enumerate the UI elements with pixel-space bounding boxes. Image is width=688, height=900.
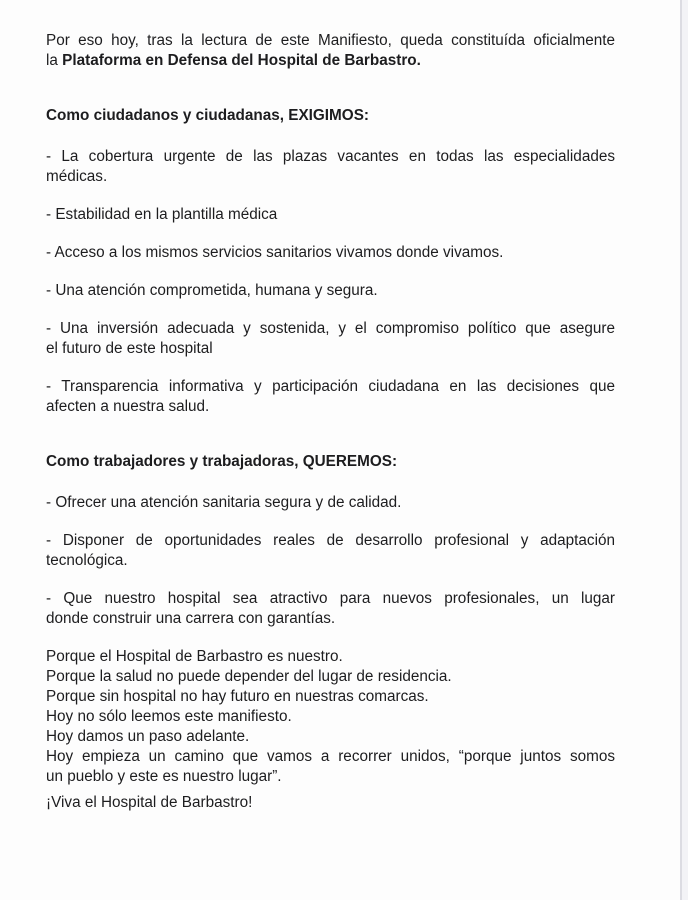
demand-item: [46, 589, 615, 629]
text-line: Por eso hoy, tras la lectura de este Manifiesto, queda constituída oficialmente: [46, 32, 615, 49]
text-line: Hoy empieza un camino que vamos a recorrer unidos, “porque juntos somos: [46, 748, 615, 765]
demand-item: [46, 493, 615, 513]
text-line: - La cobertura urgente de las plazas vacantes en todas las especialidades: [46, 148, 615, 165]
text-line: - Una inversión adecuada y sostenida, y el compromiso político que asegure: [46, 320, 615, 337]
citizens-heading: Como ciudadanos y ciudadanas, EXIGIMOS:: [46, 107, 369, 124]
text-line: - Una atención comprometida, humana y segura.: [46, 282, 378, 299]
platform-name-bold: Plataforma en Defensa del Hospital de Barbastro.: [62, 52, 421, 69]
demand-item: [46, 531, 615, 571]
demand-item: [46, 281, 615, 301]
text-line: Porque la salud no puede depender del lugar de residencia.: [46, 668, 452, 685]
text-line: - Disponer de oportunidades reales de desarrollo profesional y adaptación: [46, 532, 615, 549]
text-line: - Ofrecer una atención sanitaria segura y de calidad.: [46, 494, 402, 511]
viva-line: ¡Viva el Hospital de Barbastro!: [46, 794, 253, 811]
intro-paragraph: [46, 31, 615, 71]
text-line: - Que nuestro hospital sea atractivo para nuevos profesionales, un lugar: [46, 590, 615, 607]
closing-block: [46, 647, 615, 787]
text-line: tecnológica.: [46, 552, 128, 569]
text-line: afecten a nuestra salud.: [46, 398, 210, 415]
text-line: Hoy no sólo leemos este manifiesto.: [46, 708, 292, 725]
text-line: - Acceso a los mismos servicios sanitarios vivamos donde vivamos.: [46, 244, 504, 261]
text-line: el futuro de este hospital: [46, 340, 213, 357]
text-line: un pueblo y este es nuestro lugar”.: [46, 768, 282, 785]
text-line: Porque el Hospital de Barbastro es nuestro.: [46, 648, 343, 665]
text-line: [46, 51, 615, 71]
demand-item: [46, 377, 615, 417]
demand-item: [46, 205, 615, 225]
demand-item: [46, 243, 615, 263]
demand-item: [46, 319, 615, 359]
text-line: - Transparencia informativa y participación ciudadana en las decisiones que: [46, 378, 615, 395]
text-line: - Estabilidad en la plantilla médica: [46, 206, 278, 223]
text-line: donde construir una carrera con garantías.: [46, 610, 336, 627]
page-edge-strip: [682, 0, 688, 900]
text-line: Hoy damos un paso adelante.: [46, 728, 250, 745]
intro-plain-text: la: [46, 52, 58, 69]
text-line: médicas.: [46, 168, 108, 185]
text-line: Porque sin hospital no hay futuro en nuestras comarcas.: [46, 688, 429, 705]
workers-heading: Como trabajadores y trabajadoras, QUEREMOS:: [46, 453, 398, 470]
demand-item: [46, 147, 615, 187]
